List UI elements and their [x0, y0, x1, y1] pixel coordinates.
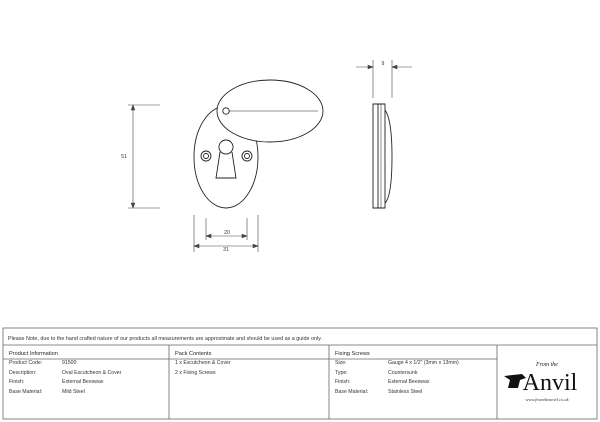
product-code-label: Product Code: [9, 360, 43, 366]
keyhole-top [219, 140, 233, 154]
dim-holes-label: 20 [224, 230, 230, 236]
pack-contents-heading: Pack Contents [175, 351, 212, 357]
side-cover [385, 110, 392, 203]
fixing-screws-panel [329, 349, 497, 409]
screw-material-value: Stainless Steel [388, 388, 423, 395]
product-info-row [3, 388, 169, 398]
finish-label: Finish: [9, 379, 25, 385]
side-plate [373, 104, 385, 208]
dim-height-arrow-top [131, 105, 135, 110]
pack-item: 2 x Fixing Screws [175, 369, 216, 376]
product-information-heading: Product Information [9, 351, 58, 357]
dim-height-arrow-bottom [131, 203, 135, 208]
screw-right [242, 151, 252, 161]
screw-left [201, 151, 211, 161]
screw-type-value: Countersunk [388, 369, 418, 376]
logo-name: Anvil [522, 370, 578, 396]
product-code-value: 91500 [62, 360, 77, 366]
product-info-row [3, 378, 169, 388]
screw-right-inner [245, 154, 250, 159]
dim-width-label: 31 [223, 247, 229, 253]
cover-pivot [223, 108, 229, 114]
screw-size-label: Size: [335, 360, 347, 366]
escutcheon-side-view [373, 104, 392, 208]
pack-contents-panel [169, 349, 329, 409]
finish-value: External Beeswax [62, 379, 104, 385]
product-info-row [3, 369, 169, 379]
escutcheon-cover [217, 80, 323, 142]
disclaimer-note: Please Note, due to the hand crafted nature of our products all measurements are approximate and should be used as a guide only. [8, 336, 322, 342]
dim-width-arrow-left [194, 244, 199, 248]
screw-finish-label: Finish: [335, 379, 351, 385]
dim-height-label: 51 [121, 154, 127, 160]
product-information-panel [3, 349, 169, 409]
screw-info-row [329, 369, 497, 379]
dim-width-arrow-right [253, 244, 258, 248]
dim-depth-label: 9 [381, 61, 385, 67]
screw-material-label: Base Material: [335, 388, 369, 395]
screw-size-value: Gauge 4 x 1/2" (3mm x 13mm) [388, 360, 459, 366]
logo-tagline: From the [536, 362, 558, 368]
screw-info-row [329, 359, 497, 369]
description-label: Description: [9, 369, 37, 376]
pack-item: 1 x Escutcheon & Cover [175, 360, 231, 366]
base-material-label: Base Material: [9, 388, 43, 395]
description-value: Oval Escutcheon & Cover [62, 369, 122, 376]
dim-depth-arrow-right [392, 65, 397, 69]
dim-holes-arrow-left [206, 234, 211, 238]
fixing-screws-heading: Fixing Screws [335, 351, 370, 357]
screw-left-inner [204, 154, 209, 159]
dim-depth-arrow-left [368, 65, 373, 69]
logo-url: www.fromtheanvil.co.uk [525, 397, 569, 402]
from-the-anvil-logo [500, 356, 594, 408]
product-info-row [3, 359, 169, 369]
dim-holes-arrow-right [242, 234, 247, 238]
screw-info-row [329, 378, 497, 388]
screw-type-label: Type: [335, 369, 348, 376]
screw-info-row [329, 388, 497, 398]
keyhole-slot [216, 152, 236, 178]
base-material-value: Mild Steel [62, 388, 85, 395]
screw-finish-value: External Beeswax [388, 379, 430, 385]
